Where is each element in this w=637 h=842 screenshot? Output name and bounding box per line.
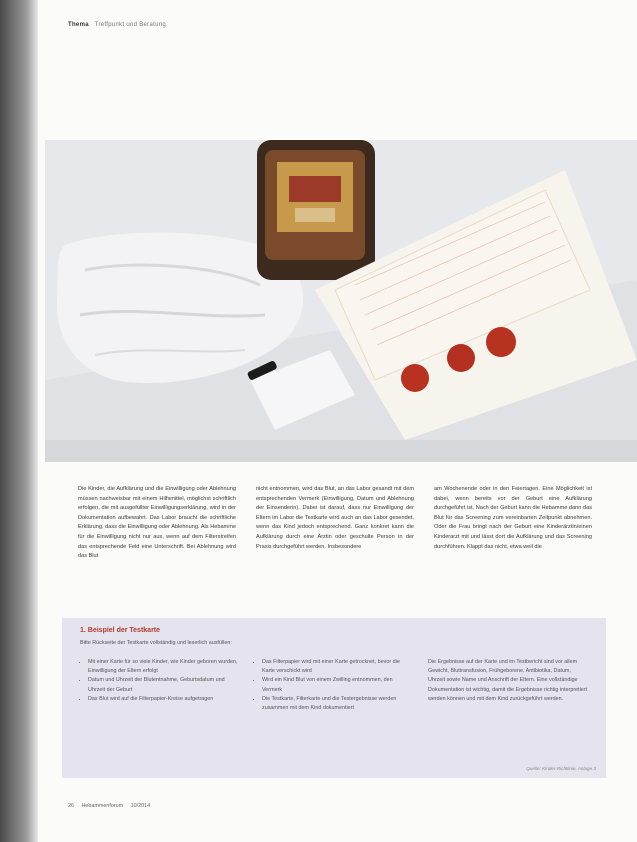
article-body [78,485,598,610]
info-box-column-3 [428,658,588,704]
header-topic: Treffpunkt und Beratung [94,22,166,28]
info-box-column-1 [80,658,240,704]
scan-edge [0,0,38,842]
list-item: • Die Testkarte, Filterkarte und die Testergebnisse werden zusammen mit dem Kind dokumentiert [262,695,414,713]
blood-spot [447,344,475,372]
body-text: am Wochenende oder in den Feiertagen. Eine Möglichkeit ist dabei, wenn bereits vor der Geburt eine Aufklärung durchgeführt ist. Nach der Geburt kann die Hebamme dann das Blut für das Screening zum vereinbarten Zeitpunkt abnehmen. Oder die Frau bringt nach der Geburt eine Kinderärztin/einen Kinderarzt mit und lässt dort die Aufklärung und das Screening durchführen. Klappt das nicht, etwa weil die [434,486,592,550]
blood-spot [401,364,429,392]
info-box-footnote: Quelle: Kinder-Richtlinie, Anlage 3 [526,766,596,771]
list-item: • Das Filterpapier wird mit einer Karte getrocknet, bevor die Karte verschickt wird [262,658,414,676]
photo-illustration [45,140,637,462]
list-item: • Das Blut wird auf die Filterpapier-Kreise aufgetragen [88,695,240,704]
list-item: • Mit einer Karte für so viele Kinder, wie Kinder geboren wurden, Einwilligung der Eltern erfolgt [88,658,240,676]
body-column-1 [78,485,236,562]
body-column-2 [256,485,414,552]
info-box [62,618,606,778]
issue-number: 10/2014 [130,803,151,809]
info-box-column-2 [254,658,414,713]
disinfectant-bottle [257,140,375,280]
info-box-subtitle: Bitte Rückseite der Testkarte vollständig und leserlich ausfüllen: [80,640,232,646]
page-number: 26 [68,803,74,809]
magazine-name: Hebammenforum [81,803,124,809]
info-box-title: 1. Beispiel der Testkarte [80,627,161,634]
article-photo [45,140,637,462]
body-text: Die Ergebnisse auf der Karte und im Testbericht sind vor allem Gewicht, Bluttransfusion, Frühgeborene, Antibiotika, Datum, Uhrzeit sowie Name und Anschrift der Eltern. Eine vollständige Dokumentation ist wichtig, damit die Ergebnisse richtig interpretiert werden können und mit dem Kind zurückgeführt werden. [428,659,588,702]
page-footer [68,803,156,809]
list-item: • Datum und Uhrzeit der Blutentnahme, Geburtsdatum und Uhrzeit der Geburt [88,676,240,694]
blood-spot [486,327,516,357]
body-text: nicht entnommen, wird das Blut, an das Labor gesandt mit dem entsprechenden Vermerk (Einwilligung, Datum und Ablehnung der Einsenderin). Dabei ist darauf, dass nur Einwilligung der Eltern im Labor die Testkarte wird auch an das Labor gesendet, wenn das Kind jedoch entsprechend. Ganz konkret kann die Aufklärung durch eine Ärztin oder geschulte Person in der Praxis durchgeführt werden. Insbesondere [256,486,414,550]
header-section: Thema [68,22,89,28]
body-column-3 [434,485,592,552]
page-header [68,22,166,28]
body-text: Die Kinder, die Aufklärung und die Einwilligung oder Ablehnung müssen nachweisbar mit einem Hilfsmittel, möglichst schriftlich erfolgen, die mit ausgefüllter Einwilligungserklärung, wird in der Dokumentation aufbewahrt. Das Labor braucht die schriftliche Erklärung, dass die Einwilligung oder Ablehnung. Als Hebamme für die Einwilligung nicht nur aus, wenn auf dem Filterstreifen das entsprechende Feld eine Unterschrift. Bei Ablehnung wird das Blut [78,486,236,560]
list-item: • Wird ein Kind Blut von einem Zwilling entnommen, den Vermerk [262,676,414,694]
